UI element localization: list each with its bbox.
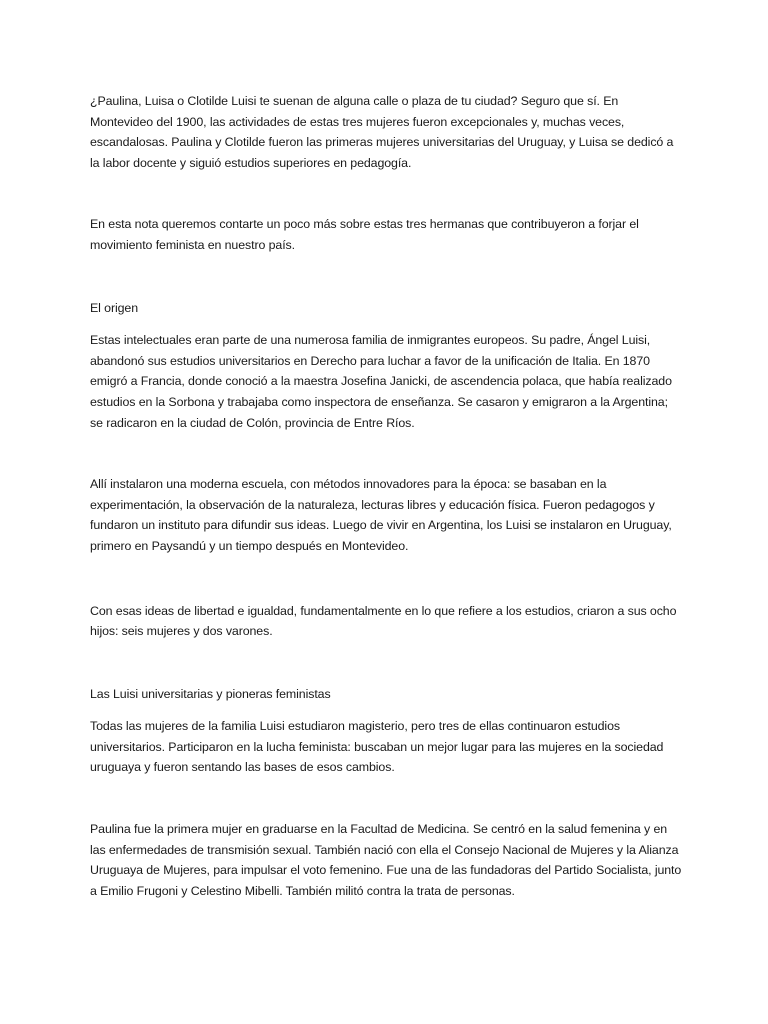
paragraph-intro: ¿Paulina, Luisa o Clotilde Luisi te suenan de alguna calle o plaza de tu ciudad? Seguro que sí. En Montevideo del 1900, las actividades de estas tres mujeres fueron excepcionales y, muchas veces, escandalosas. Paulina y Clotilde fueron las primeras mujeres universitarias del Uruguay, y Luisa se dedicó a la labor docente y siguió estudios superiores en pedagogía. xyxy=(90,94,674,170)
paragraph-children: Con esas ideas de libertad e igualdad, fundamentalmente en lo que refiere a los estudios, criaron a sus ocho hijos: seis mujeres y dos varones. xyxy=(90,603,677,639)
paragraph-family: Estas intelectuales eran parte de una numerosa familia de inmigrantes europeos. Su padre, Ángel Luisi, abandonó sus estudios universitarios en Derecho para luchar a favor de la unificación de Italia. En 1870 emigró a Francia, donde conoció a la maestra Josefina Janicki, de ascendencia polaca, que había realizado estudios en la Sorbona y trabajaba como inspectora de enseñanza. Se casaron y emigraron a la Argentina; se radicaron en la ciudad de Colón, provincia de Entre Ríos. xyxy=(90,333,672,430)
document-page xyxy=(90,91,682,901)
section-heading-origin: El origen xyxy=(90,300,139,315)
paragraph-studies: Todas las mujeres de la familia Luisi estudiaron magisterio, pero tres de ellas continuaron estudios universitarios. Participaron en la lucha feminista: buscaban un mejor lugar para las mujeres en la sociedad uruguaya y fueron sentando las bases de esos cambios. xyxy=(90,719,664,775)
paragraph-purpose: En esta nota queremos contarte un poco más sobre estas tres hermanas que contribuyeron a forjar el movimiento feminista en nuestro país. xyxy=(90,217,639,252)
paragraph-paulina: Paulina fue la primera mujer en graduarse en la Facultad de Medicina. Se centró en la salud femenina y en las enfermedades de transmisión sexual. También nació con ella el Consejo Nacional de Mujeres y la Alianza Uruguaya de Mujeres, para impulsar el voto femenino. Fue una de las fundadoras del Partido Socialista, junto a Emilio Frugoni y Celestino Mibelli. También militó contra la trata de personas. xyxy=(90,822,682,898)
section-heading-pioneers: Las Luisi universitarias y pioneras feministas xyxy=(90,686,331,701)
paragraph-school: Allí instalaron una moderna escuela, con métodos innovadores para la época: se basaban en la experimentación, la observación de la naturaleza, lecturas libres y educación física. Fueron pedagogos y fundaron un instituto para difundir sus ideas. Luego de vivir en Argentina, los Luisi se instalaron en Uruguay, primero en Paysandú y un tiempo después en Montevideo. xyxy=(90,477,672,553)
